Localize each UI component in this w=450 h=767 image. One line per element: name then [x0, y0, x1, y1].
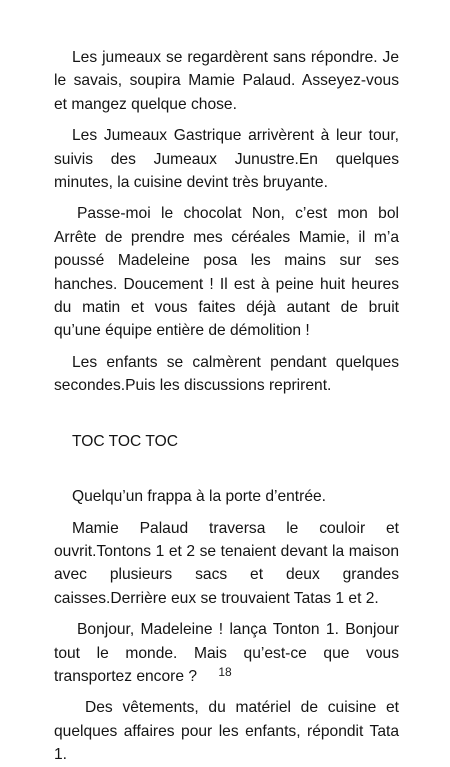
paragraph-5: Quelqu’un frappa à la porte d’entrée.	[72, 488, 327, 506]
paragraph-3: Passe-moi le chocolat Non, c’est mon bol Arrête de prendre mes céréales Mamie, il m’a poussé Madeleine posa les mains sur ses hanches. Doucement ! Il est à peine huit heures du matin et vous faites déjà autant de bruit qu’une équipe entière de démolition !	[54, 205, 399, 340]
paragraph-7: Bonjour, Madeleine ! lança Tonton 1. Bonjour tout le monde. Mais qu’est-ce que vous transportez encore ?	[54, 621, 399, 685]
sound-effect-line: TOC TOC TOC	[72, 432, 179, 450]
paragraph-6: Mamie Palaud traversa le couloir et ouvrit.Tontons 1 et 2 se tenaient devant la maison avec plusieurs sacs et deux grandes caisses.Derrière eux se trouvaient Tatas 1 et 2.	[54, 519, 399, 607]
paragraph-4: Les enfants se calmèrent pendant quelques secondes.Puis les discussions reprirent.	[54, 353, 399, 395]
paragraph-2: Les Jumeaux Gastrique arrivèrent à leur tour, suivis des Jumeaux Junustre.En quelques minutes, la cuisine devint très bruyante.	[54, 127, 399, 192]
page-number: 18	[218, 665, 232, 679]
paragraph-8: Des vêtements, du matériel de cuisine et quelques affaires pour les enfants, répondit Tata 1.	[54, 699, 399, 764]
body-text	[54, 46, 399, 767]
paragraph-1: Les jumeaux se regardèrent sans répondre. Je le savais, soupira Mamie Palaud. Asseyez-vous et mangez quelque chose.	[54, 49, 399, 113]
